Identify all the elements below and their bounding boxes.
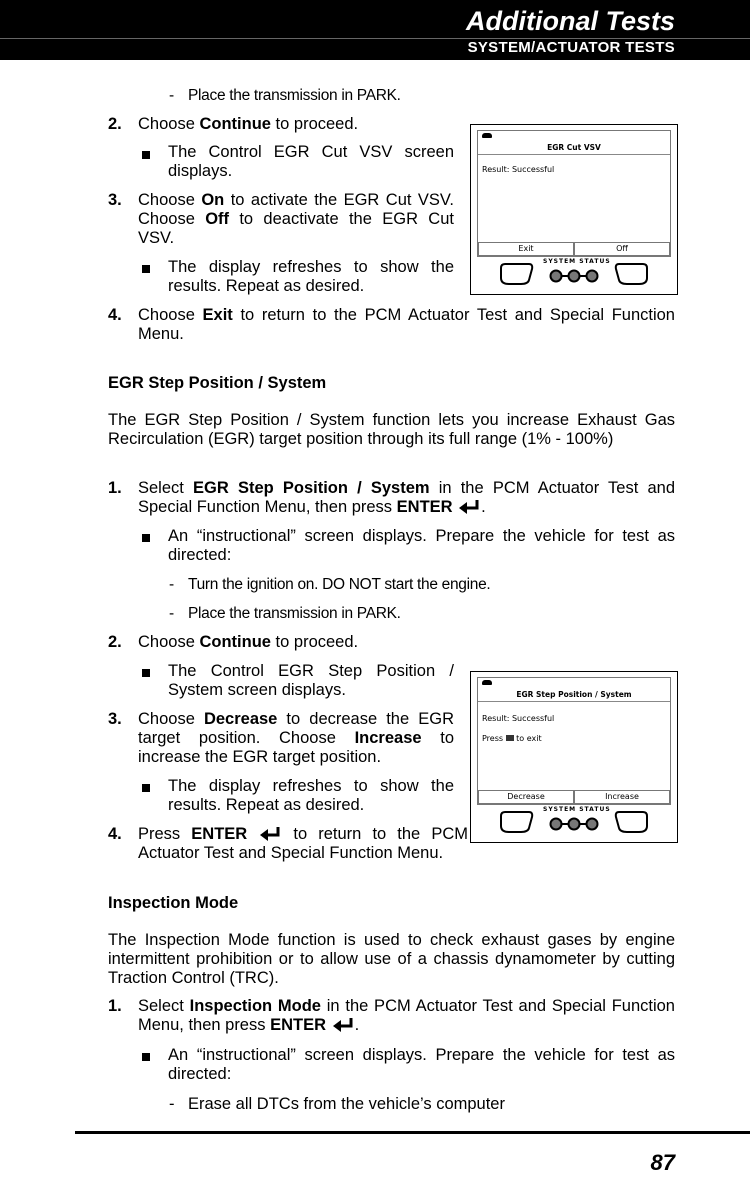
system-status-label: SYSTEM STATUS	[543, 806, 611, 813]
result-text: Result: Successful	[482, 165, 555, 174]
section-heading-inspection: Inspection Mode	[108, 894, 239, 912]
status-led-red	[587, 271, 598, 282]
system-status-label: SYSTEM STATUS	[543, 258, 611, 265]
enter-key-icon	[258, 826, 282, 841]
header-subtitle: SYSTEM/ACTUATOR TESTS	[467, 39, 675, 56]
bullet-icon	[142, 265, 150, 273]
result-text: Result: Successful	[482, 714, 555, 723]
enter-key-icon	[506, 735, 514, 741]
bullet-screen-displays-2: The Control EGR Step Position / System screen displays.	[168, 662, 454, 699]
exit-softkey[interactable]: Exit	[478, 242, 574, 256]
left-function-key[interactable]	[501, 264, 532, 284]
step-continue-1: Choose Continue to proceed.	[138, 115, 359, 133]
bullet-screen-displays-1: The Control EGR Cut VSV screen displays.	[168, 143, 454, 180]
right-function-key[interactable]	[616, 812, 647, 832]
bullet-instructional-1: An “instructional” screen displays. Prepare the vehicle for test as directed:	[168, 527, 675, 564]
status-led-green	[551, 819, 562, 830]
scan-tool-screen-egr-cut-vsv	[470, 124, 678, 295]
vehicle-icon	[482, 133, 492, 138]
divider	[478, 154, 670, 155]
step-select-inspection: Select Inspection Mode in the PCM Actuator Test and Special Function Menu, then press ENTER .	[138, 997, 675, 1034]
left-function-key[interactable]	[501, 812, 532, 832]
step-number: 2.	[108, 115, 122, 133]
dash-marker: -	[169, 87, 174, 104]
enter-key-icon	[457, 499, 481, 514]
page-header	[0, 0, 750, 60]
footer-divider	[75, 1131, 750, 1134]
status-led-yellow	[569, 271, 580, 282]
egr-step-intro: The EGR Step Position / System function lets you increase Exhaust Gas Recirculation (EGR) target position through its full range (1% - 100%)	[108, 411, 675, 448]
right-function-key[interactable]	[616, 264, 647, 284]
page-number: 87	[650, 1150, 675, 1175]
lcd-display	[477, 677, 671, 805]
step-select-egr-step: Select EGR Step Position / System in the PCM Actuator Test and Special Function Menu, then press ENTER .	[138, 479, 676, 516]
off-softkey[interactable]: Off	[574, 242, 670, 256]
bullet-icon	[142, 1053, 150, 1061]
scan-tool-screen-egr-step	[470, 671, 678, 843]
dash-item-erase-dtcs: Erase all DTCs from the vehicle’s computer	[188, 1095, 505, 1113]
bullet-instructional-2: An “instructional” screen displays. Prepare the vehicle for test as directed:	[168, 1046, 675, 1083]
section-heading-egr-step: EGR Step Position / System	[108, 374, 327, 392]
step-press-enter: Press ENTER to return to the PCM Actuator Test and Special Function Menu.	[138, 825, 468, 862]
decrease-softkey[interactable]: Decrease	[478, 790, 574, 804]
dash-marker: -	[169, 605, 174, 622]
dash-marker: -	[169, 576, 174, 593]
screen-title: EGR Cut VSV	[547, 143, 601, 152]
screen-title: EGR Step Position / System	[516, 690, 632, 699]
bullet-refresh-1: The display refreshes to show the results. Repeat as desired.	[168, 258, 454, 295]
lcd-display	[477, 130, 671, 257]
dash-item-park-1: Place the transmission in PARK.	[188, 87, 401, 104]
status-led-yellow	[569, 819, 580, 830]
press-to-exit-text: Press to exit	[482, 734, 542, 743]
dash-item-ignition: Turn the ignition on. DO NOT start the engine.	[188, 576, 491, 593]
increase-softkey[interactable]: Increase	[574, 790, 670, 804]
step-exit: Choose Exit to return to the PCM Actuator Test and Special Function Menu.	[138, 306, 675, 343]
step-on-off: Choose On to activate the EGR Cut VSV. Choose Off to deactivate the EGR Cut VSV.	[138, 191, 454, 247]
bullet-refresh-2: The display refreshes to show the results. Repeat as desired.	[168, 777, 454, 814]
step-decrease-increase: Choose Decrease to decrease the EGR target position. Choose Increase to increase the EGR target position.	[138, 710, 454, 766]
step-number: 1.	[108, 997, 122, 1015]
enter-key-icon	[331, 1017, 355, 1032]
step-number: 4.	[108, 306, 122, 324]
divider	[478, 701, 670, 702]
bullet-icon	[142, 534, 150, 542]
step-number: 2.	[108, 633, 122, 651]
header-title: Additional Tests	[465, 6, 675, 36]
step-number: 1.	[108, 479, 122, 497]
bullet-icon	[142, 784, 150, 792]
bullet-icon	[142, 669, 150, 677]
dash-item-park-2: Place the transmission in PARK.	[188, 605, 401, 622]
step-number: 3.	[108, 710, 122, 728]
step-number: 4.	[108, 825, 122, 843]
step-number: 3.	[108, 191, 122, 209]
vehicle-icon	[482, 680, 492, 685]
inspection-intro: The Inspection Mode function is used to check exhaust gases by engine intermittent prohibition or to allow use of a chassis dynamometer by cutting Traction Control (TRC).	[108, 931, 675, 987]
status-led-green	[551, 271, 562, 282]
bullet-icon	[142, 151, 150, 159]
step-continue-2: Choose Continue to proceed.	[138, 633, 359, 651]
dash-marker: -	[169, 1095, 175, 1113]
status-led-red	[587, 819, 598, 830]
